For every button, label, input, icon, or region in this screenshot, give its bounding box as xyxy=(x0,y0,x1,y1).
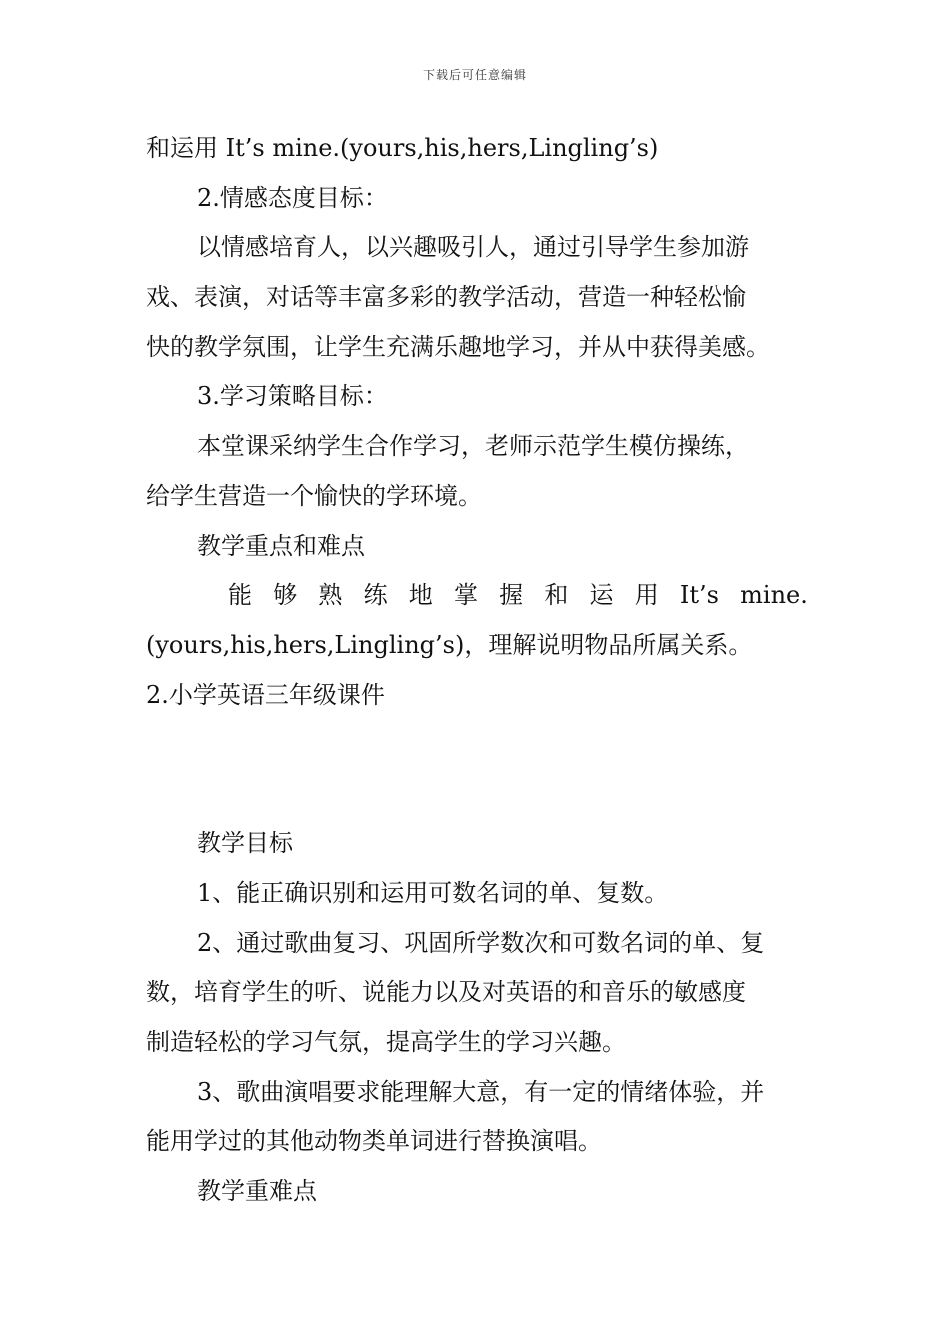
text-line: 本堂课采纳学生合作学习，老师示范学生模仿操练， xyxy=(197,432,749,461)
word: 熟 xyxy=(318,581,343,610)
word: It’s xyxy=(679,581,719,610)
text-line: 制造轻松的学习气氛，提高学生的学习兴趣。 xyxy=(146,1028,626,1056)
text-line: 快的教学氛围，让学生充满乐趣地学习，并从中获得美感。 xyxy=(146,332,770,361)
subheading-learning-strategy: 3.学习策略目标： xyxy=(197,382,388,411)
subheading-affective-goals: 2.情感态度目标： xyxy=(197,183,388,212)
word: 够 xyxy=(273,581,298,610)
justified-text-line xyxy=(146,571,808,621)
text-line: 戏、表演，对话等丰富多彩的教学活动，营造一种轻松愉 xyxy=(146,283,746,312)
word: 能 xyxy=(228,581,252,610)
word: 握 xyxy=(499,581,524,610)
list-item: 3、歌曲演唱要求能理解大意，有一定的情绪体验，并 xyxy=(197,1077,765,1106)
heading-key-points: 教学重点和难点 xyxy=(197,531,365,560)
word: 练 xyxy=(363,581,388,610)
word: 和 xyxy=(544,581,569,610)
document-body xyxy=(146,124,808,1217)
text-line: 能用学过的其他动物类单词进行替换演唱。 xyxy=(146,1127,602,1156)
text-line: 数，培育学生的听、说能力以及对英语的和音乐的敏感度 xyxy=(146,978,746,1007)
word: 运 xyxy=(589,581,614,610)
heading-teaching-goals: 教学目标 xyxy=(197,829,293,858)
list-item: 1、能正确识别和运用可数名词的单、复数。 xyxy=(197,878,669,907)
text-line: 以情感培育人，以兴趣吸引人，通过引导学生参加游 xyxy=(197,233,749,262)
page-header: 下载后可任意编辑 xyxy=(422,68,527,82)
heading-key-difficulties: 教学重难点 xyxy=(197,1177,317,1206)
word: 掌 xyxy=(453,581,478,610)
text-line: 和运用 It’s mine.(yours,his,hers,Lingling’s) xyxy=(146,134,659,162)
text-line: 给学生营造一个愉快的学环境。 xyxy=(146,481,482,510)
word: 地 xyxy=(408,581,433,610)
section-title: 2.小学英语三年级课件 xyxy=(146,680,385,709)
blank-space xyxy=(146,720,808,819)
list-item: 2、通过歌曲复习、巩固所学数次和可数名词的单、复 xyxy=(197,928,765,957)
text-line: (yours,his,hers,Lingling’s)，理解说明物品所属关系。 xyxy=(146,630,753,659)
word: mine. xyxy=(740,581,808,610)
word: 用 xyxy=(634,581,659,610)
